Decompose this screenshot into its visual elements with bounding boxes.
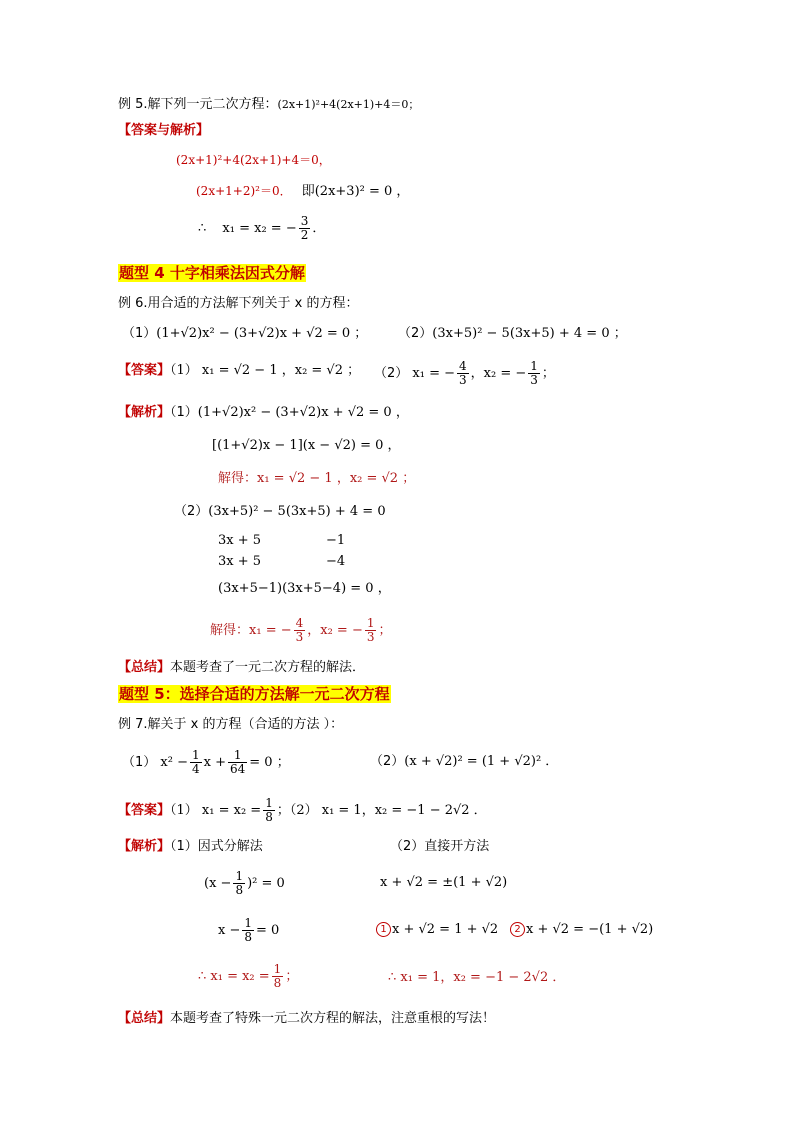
frac-num: 1 xyxy=(244,916,252,930)
ex6-summary: 本题考查了一元二次方程的解法． xyxy=(170,660,366,675)
ex7-answer-line xyxy=(118,797,487,824)
frac-den: 8 xyxy=(235,883,244,897)
ex7-summary: 本题考查了特殊一元二次方程的解法，注意重根的写法！ xyxy=(170,1011,496,1026)
frac-den: 8 xyxy=(244,930,252,944)
frac-num: 1 xyxy=(192,748,200,762)
ex7-title: 例 7.解关于 x 的方程（合适的方法 ）： xyxy=(118,717,344,732)
cross-left-2: 3x + 5 xyxy=(218,554,262,569)
ex6-summary-line xyxy=(118,659,365,677)
frac-num: 1 xyxy=(265,796,273,810)
frac-den: 3 xyxy=(295,630,304,644)
ex7-analysis-line xyxy=(118,838,263,856)
ex6-q1: (1+√2)x² − (3+√2)x + √2 = 0 ； xyxy=(156,326,368,341)
ex5-step2b: 即(2x+3)² = 0 ， xyxy=(301,184,410,199)
ex7-q1-label: （1） xyxy=(122,755,157,770)
expr-part: = 0 xyxy=(256,923,280,938)
fraction xyxy=(299,215,311,242)
ex6-a2-label: （2） xyxy=(174,504,209,519)
ex6-a2-sol-label: 解得： xyxy=(210,623,250,638)
frac-num: 1 xyxy=(530,359,538,373)
expr-part: ； xyxy=(285,969,299,984)
ex5-step2a: (2x+1+2)²＝0． xyxy=(196,184,292,198)
ex7-answer-label: 【答案】 xyxy=(118,803,171,818)
ex6-answer-line xyxy=(118,362,360,380)
expr-part: ∴ x₁ = x₂ = xyxy=(198,969,270,984)
ex7-q1-c: = 0 ； xyxy=(249,755,290,770)
ex5-answer-header: 【答案与解析】 xyxy=(118,123,210,138)
fraction xyxy=(190,749,202,776)
frac-num: 1 xyxy=(228,749,247,763)
ex6-a2-sol-end: ； xyxy=(378,623,392,638)
ex6-q2: (3x+5)² − 5(3x+5) + 4 = 0 ； xyxy=(432,326,627,341)
expr-part: (x − xyxy=(204,876,232,891)
ex7-analysis-label: 【解析】 xyxy=(118,839,171,854)
frac-den: 4 xyxy=(192,762,200,776)
fraction xyxy=(294,617,306,644)
ex7-right-line1: x + √2 = ±(1 + √2) xyxy=(380,875,508,890)
ex7-right-line2b xyxy=(510,921,653,939)
ex7-left-line2 xyxy=(218,917,279,944)
frac-den: 64 xyxy=(230,762,246,776)
type5-heading: 题型 5：选择合适的方法解一元二次方程 xyxy=(119,685,390,703)
ex5-step3-end: ． xyxy=(312,221,326,236)
fraction xyxy=(263,797,275,824)
ex5-step3-line xyxy=(198,215,325,242)
ex7-summary-line xyxy=(118,1010,495,1028)
ex5-step1: (2x+1)²+4(2x+1)+4＝0， xyxy=(176,153,331,167)
cross-left-1: 3x + 5 xyxy=(218,533,262,548)
circled-number: 1 xyxy=(376,922,391,937)
ex6-ans1: （1） x₁ = √2 − 1 ，x₂ = √2 ； xyxy=(170,363,361,378)
ex6-q2-label: （2） xyxy=(398,326,433,341)
ex6-ans2-sep: ，x₂ = − xyxy=(470,366,527,381)
frac-den: 3 xyxy=(366,630,375,644)
frac-num: 1 xyxy=(366,616,375,630)
ex5-title-line xyxy=(118,96,419,114)
fraction xyxy=(272,963,284,990)
ex7-q1-line xyxy=(122,749,290,776)
ex7-method2: （2）直接开方法 xyxy=(390,839,490,854)
frac-den: 2 xyxy=(300,228,309,242)
ex6-summary-label: 【总结】 xyxy=(118,660,171,675)
frac-den: 8 xyxy=(273,976,282,990)
type5-heading-line xyxy=(118,685,391,705)
frac-num: 4 xyxy=(459,359,467,373)
ex6-a2-line1: (3x+5)² − 5(3x+5) + 4 = 0 xyxy=(208,504,386,519)
ex6-a2-sol-sep: ，x₂ = − xyxy=(307,623,363,638)
ex6-a1-line3: 解得：x₁ = √2 − 1 ，x₂ = √2 ； xyxy=(218,471,416,486)
therefore-symbol: ∴ xyxy=(198,221,207,236)
expr-part: )² = 0 xyxy=(247,876,285,891)
ex7-left-line3 xyxy=(198,963,298,990)
frac-num: 4 xyxy=(295,616,304,630)
ex5-step2-line xyxy=(196,182,409,201)
fraction xyxy=(228,749,247,776)
ex6-a1-line1: (1+√2)x² − (3+√2)x + √2 = 0 ， xyxy=(197,405,409,420)
ex6-q2-line xyxy=(398,325,627,343)
frac-den: 3 xyxy=(530,373,538,387)
frac-den: 8 xyxy=(265,810,273,824)
ex6-a2-line4: (3x+5−1)(3x+5−4) = 0 ， xyxy=(218,581,391,596)
frac-num: 3 xyxy=(300,214,309,228)
ex7-left-line1 xyxy=(204,870,285,897)
expr-part: x + √2 = 1 + √2 xyxy=(392,922,499,937)
fraction xyxy=(242,917,254,944)
cross-right-2: −4 xyxy=(326,554,346,569)
ex6-a2-sol-x1: x₁ = − xyxy=(249,623,292,638)
ex6-ans2-line xyxy=(374,360,555,387)
ex6-q1-line xyxy=(122,325,367,343)
ex6-ans2-label: （2） xyxy=(374,366,409,381)
type4-heading-line xyxy=(118,264,306,284)
ex6-title: 例 6.用合适的方法解下列关于 x 的方程： xyxy=(118,296,359,311)
ex7-q2-line xyxy=(370,753,558,771)
frac-num: 1 xyxy=(235,869,244,883)
ex6-analysis-line xyxy=(118,404,409,422)
fraction xyxy=(457,360,469,387)
ex6-ans2-end: ； xyxy=(541,366,555,381)
ex7-q2-label: （2） xyxy=(370,754,405,769)
ex7-right-line3: ∴ x₁ = 1，x₂ = −1 − 2√2 ． xyxy=(388,970,566,985)
expr-part: x + √2 = −(1 + √2) xyxy=(526,922,654,937)
ex6-q1-label: （1） xyxy=(122,326,157,341)
fraction xyxy=(365,617,377,644)
ex7-q1-b: x + xyxy=(203,755,226,770)
ex6-a2-line1-wrap xyxy=(174,503,386,521)
frac-den: 3 xyxy=(459,373,467,387)
cross-right-1: −1 xyxy=(326,533,346,548)
ex7-ans1-b: ；（2） x₁ = 1，x₂ = −1 − 2√2 ． xyxy=(276,803,487,818)
ex6-a1-line2: [(1+√2)x − 1](x − √2) = 0 ， xyxy=(212,438,401,453)
frac-num: 1 xyxy=(273,962,282,976)
expr-part: x − xyxy=(218,923,241,938)
ex7-method1: （1）因式分解法 xyxy=(170,839,263,854)
ex6-ans2-x1: x₁ = − xyxy=(412,366,456,381)
ex7-right-line2a xyxy=(376,921,498,939)
circled-number: 2 xyxy=(510,922,525,937)
ex6-a1-label: （1） xyxy=(170,405,198,420)
ex5-title: 例 5.解下列一元二次方程： xyxy=(118,97,278,112)
ex6-answer-label: 【答案】 xyxy=(118,363,171,378)
fraction xyxy=(233,870,245,897)
ex5-step3-x: x₁ = x₂ = − xyxy=(222,221,297,236)
ex5-equation: (2x+1)²+4(2x+1)+4＝0； xyxy=(277,98,420,111)
ex7-q2: (x + √2)² = (1 + √2)² ． xyxy=(404,754,559,769)
ex7-summary-label: 【总结】 xyxy=(118,1011,171,1026)
ex7-q1-a: x² − xyxy=(160,755,188,770)
type4-heading: 题型 4 十字相乘法因式分解 xyxy=(119,264,305,282)
ex6-analysis-label: 【解析】 xyxy=(118,405,171,420)
ex6-a2-solution xyxy=(210,617,392,644)
fraction xyxy=(528,360,540,387)
ex7-ans1-a: （1） x₁ = x₂ = xyxy=(170,803,262,818)
